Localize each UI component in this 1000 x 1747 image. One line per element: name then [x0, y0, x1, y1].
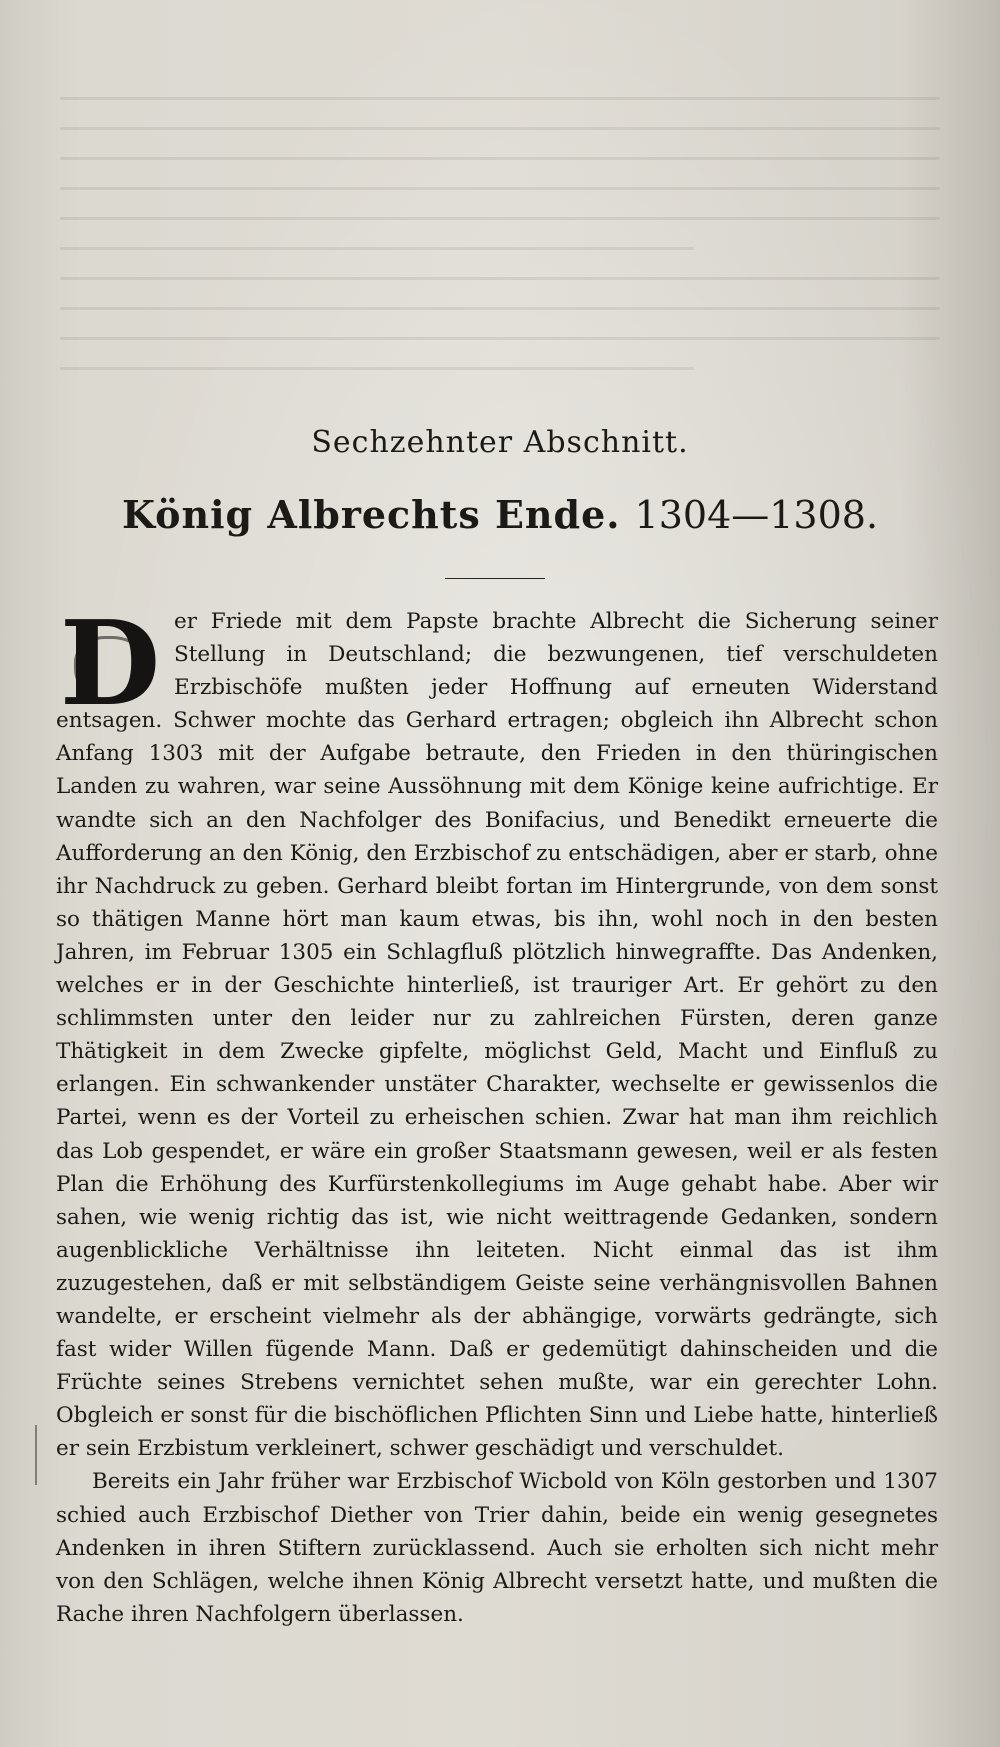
paragraph-2: Bereits ein Jahr früher war Erzbischof Wicbold von Köln gestorben und 1307 schied auch Erzbischof Diether von Trier dahin, beide ein wenig gesegnetes Andenken in ihren Stiftern zurücklassend. Auch sie erholten sich nicht mehr von den Schlägen, welche ihnen König Albrecht versetzt hatte, und mußten die Rache ihren Nachfolgern überlassen. [56, 1469, 938, 1627]
title-rule [445, 578, 545, 579]
chapter-dates: 1304—1308. [634, 493, 879, 537]
section-heading: Sechzehnter Abschnitt. [311, 425, 689, 460]
chapter-title-text: König Albrechts Ende. [121, 492, 621, 537]
paragraph-1: er Friede mit dem Papste brachte Albrecht die Sicherung seiner Stellung in Deutschland; die bezwungenen, tief verschuldeten Erzbischöfe mußten jeder Hoffnung auf erneuten Widerstand entsagen. Schwer mochte das Gerhard ertragen; obgleich ihn Albrecht schon Anfang 1303 mit der Aufgabe betraute, den Frieden in den thüringischen Landen zu wahren, war seine Aussöhnung mit dem Könige keine aufrichtige. Er wandte sich an den Nachfolger des Bonifacius, und Benedikt erneuerte die Aufforderung an den König, den Erzbischof zu entschädigen, aber er starb, ohne ihr Nachdruck zu geben. Gerhard bleibt fortan im Hintergrunde, von dem sonst so thätigen Manne hört man kaum etwas, bis ihn, wohl noch in den besten Jahren, im Februar 1305 ein Schlagfluß plötzlich hinwegraffte. Das Andenken, welches er in der Geschichte hinterließ, ist trauriger Art. Er gehört zu den schlimmsten unter den leider nur zu zahlreichen Fürsten, deren ganze Thätigkeit in dem Zwecke gipfelte, möglichst Geld, Macht und Einfluß zu erlangen. Ein schwankender unstäter Charakter, wechselte er gewissenlos die Partei, wenn es der Vorteil zu erheischen schien. Zwar hat man ihm reichlich das Lob gespendet, er wäre ein großer Staatsmann gewesen, weil er als festen Plan die Erhöhung des Kurfürstenkollegiums im Auge gehabt habe. Aber wir sahen, wie wenig richtig das ist, wie nicht weittragende Gedanken, sondern augenblickliche Verhältnisse ihn leiteten. Nicht einmal das ist ihm zuzugestehen, daß er mit selbständigem Geiste seine verhängnisvollen Bahnen wandelte, er erscheint vielmehr als der abhängige, vorwärts gedrängte, sich fast wider Willen fügende Mann. Daß er gedemütigt dahinscheiden und die Früchte seines Strebens vernichtet sehen mußte, war ein gerechter Lohn. Obgleich er sonst für die bischöflichen Pflichten Sinn und Liebe hatte, hinterließ er sein Erzbistum verkleinert, schwer geschädigt und verschuldet. [56, 609, 938, 1462]
drop-cap-letter: D [59, 596, 161, 732]
margin-pencil-mark [35, 1425, 37, 1485]
chapter-title [0, 492, 1000, 537]
body-text [56, 605, 938, 1631]
